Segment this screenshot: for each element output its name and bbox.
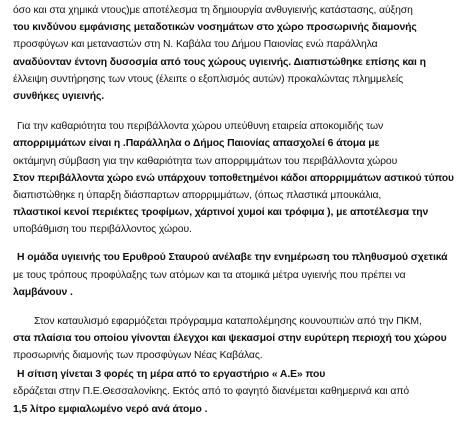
paragraph-1-line-1: όσο και στα χημικά ντους)με αποτέλεσμα τη δημιουργία ανθυγιεινής κατάστασης, αύξηση [13,5,413,16]
paragraph-1-line-6: συνθήκες υγιεινής. [13,91,105,102]
paragraph-3-line-3: λαμβάνουν . [13,287,73,298]
paragraph-2-line-5: διαπιστώθηκε η ύπαρξη διάσπαρτων απορριμμάτων, (όπως πλαστικά μπουκάλια, [13,190,382,201]
paragraph-4-line-1: Στον καταυλισμό εφαρμόζεται πρόγραμμα καταπολέμησης κουνουπιών από την ΠΚΜ, [34,316,422,327]
paragraph-4-line-3: προσωρινής διαμονής των προσφύγων Νέας Καβάλας. [13,350,263,361]
paragraph-2-line-4: Στον περιβάλλοντα χώρο ενώ υπάρχουν τοποθετημένοι κάδοι απορριμμάτων αστικού τύπου [13,173,454,184]
paragraph-1-line-5: έλλειψη συντήρησης των ντους (έλειπε ο εξοπλισμός αυτών) προκαλώντας πλημμελείς [13,74,404,85]
paragraph-3-line-1: Η ομάδα υγιεινής του Ερυθρού Σταυρού ανέλαβε την ενημέρωση του πληθυσμού σχετικά [17,252,448,263]
paragraph-1-line-3: προσφύγων και μεταναστών στη Ν. Καβάλα του Δήμου Παιονίας ενώ παράλληλα [13,39,378,50]
paragraph-2-line-2: απορριμμάτων είναι η .Παράλληλα ο Δήμος Παιονίας απασχολεί 6 άτομα με [13,138,380,149]
paragraph-1-line-4: αναδύονταν έντονη δυσοσμία από τους χώρους υγιεινής. Διαπιστώθηκε επίσης και η [13,57,426,68]
paragraph-3-line-2: με τους τρόπους προφύλαξης των ατόμων και τα ατομικά μέτρα υγιεινής που πρέπει να [13,270,406,281]
paragraph-2-line-1: Για την καθαριότητα του περιβάλλοντα χώρου υπεύθυνη εταιρεία αποκομιδής των [17,121,384,132]
paragraph-2-line-6: πλαστικοί κενοί περιέκτες τροφίμων, χάρτινοί χυμοί και τρόφιμα ), με αποτέλεσμα την [13,207,429,218]
paragraph-5-line-2: εδράζεται στην Π.Ε.Θεσσαλονίκης. Εκτός από το φαγητό διανέμεται καθημερινά και από [13,386,410,397]
paragraph-5-line-3: 1,5 λίτρο εμφιαλωμένο νερό ανά άτομο . [13,404,208,415]
paragraph-1-line-2: του κινδύνου εμφάνισης μεταδοτικών νοσημάτων στο χώρο προσωρινής διαμονής [13,22,417,33]
paragraph-2-line-7: υποβάθμιση του περιβάλλοντος χώρου. [13,224,192,235]
paragraph-4-line-2: στα πλαίσια του οποίου γίνονται έλεγχοι και ψεκασμοί στην ευρύτερη περιοχή του χώρου [13,333,447,344]
paragraph-2-line-3: οκτάμηνη σύμβαση για την καθαριότητα των απορριμμάτων του περιβάλλοντα χώρου [13,156,398,167]
paragraph-5-line-1: Η σίτιση γίνεται 3 φορές τη μέρα από το εργαστήριο « Α.Ε» που [17,369,326,380]
